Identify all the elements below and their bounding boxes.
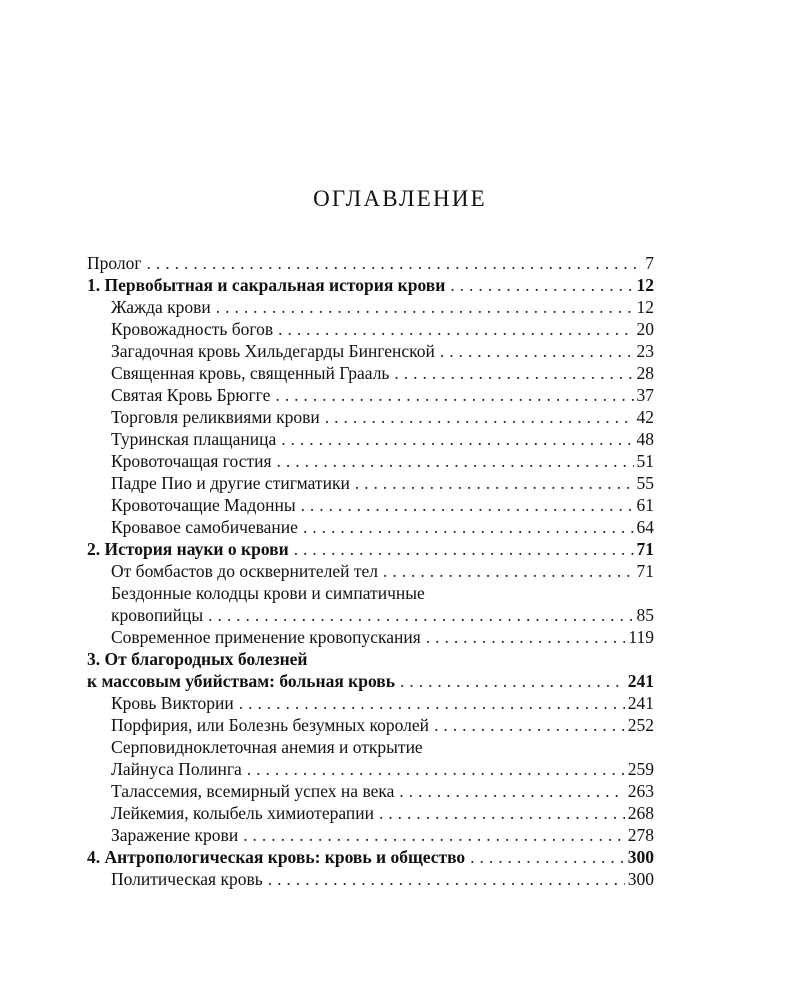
toc-page-number: 42: [636, 407, 654, 427]
dot-leader: [239, 692, 625, 714]
toc-entry-label: Кровавое самобичевание: [111, 517, 298, 537]
toc-section-entry: [87, 516, 654, 538]
dot-leader: [434, 714, 625, 736]
toc-section-entry: [87, 780, 654, 802]
toc-chapter-entry: [87, 648, 654, 670]
dot-leader: [277, 450, 634, 472]
toc-section-entry: [87, 802, 654, 824]
toc-page-number: 23: [636, 341, 654, 361]
dot-leader: [440, 340, 634, 362]
toc-page-number: 119: [628, 627, 654, 647]
dot-leader: [281, 428, 633, 450]
toc-entry-label: 2. История науки о крови: [87, 539, 289, 559]
toc-page-number: 48: [636, 429, 654, 449]
toc-section-entry: [87, 340, 654, 362]
toc-chapter-entry: [87, 846, 654, 868]
dot-leader: [400, 670, 625, 692]
dot-leader: [247, 758, 625, 780]
toc-section-entry: [87, 428, 654, 450]
toc-page-number: 12: [636, 297, 654, 317]
dot-leader: [268, 868, 625, 890]
toc-section-entry: [87, 450, 654, 472]
toc-page-number: 268: [627, 803, 654, 823]
dot-leader: [294, 538, 634, 560]
toc-page-number: 300: [627, 847, 654, 867]
toc-entry-label: Заражение крови: [111, 825, 239, 845]
toc-section-entry: [87, 736, 654, 758]
toc-page-number: 7: [645, 253, 654, 273]
dot-leader: [399, 780, 624, 802]
toc-entry-label: Кровожадность богов: [111, 319, 274, 339]
toc-entry-label: 1. Первобытная и сакральная история крови: [87, 275, 446, 295]
toc-entry-label: Бездонные колодцы крови и симпатичные: [111, 583, 425, 603]
dot-leader: [325, 406, 634, 428]
toc-section-entry: [87, 758, 654, 780]
toc-page-number: 51: [636, 451, 654, 471]
toc-entry-label: кровопийцы: [111, 605, 204, 625]
toc-entry-label: Загадочная кровь Хильдегарды Бингенской: [111, 341, 435, 361]
toc-entry-label: Жажда крови: [111, 297, 211, 317]
toc-page-number: 263: [627, 781, 654, 801]
toc-chapter-entry: [87, 252, 654, 274]
toc-section-entry: [87, 362, 654, 384]
toc-section-entry: [87, 714, 654, 736]
dot-leader: [394, 362, 633, 384]
toc-page-number: 252: [627, 715, 654, 735]
dot-leader: [275, 384, 633, 406]
toc-section-entry: [87, 692, 654, 714]
dot-leader: [278, 318, 633, 340]
toc-page-number: 300: [627, 869, 654, 889]
dot-leader: [426, 626, 626, 648]
toc-entry-label: Кровь Виктории: [111, 693, 234, 713]
toc-entry-label: Порфирия, или Болезнь безумных королей: [111, 715, 430, 735]
dot-leader: [450, 274, 633, 296]
toc-chapter-entry: [87, 274, 654, 296]
toc-section-entry: [87, 824, 654, 846]
toc-section-entry: [87, 318, 654, 340]
dot-leader: [243, 824, 625, 846]
toc-section-entry: [87, 472, 654, 494]
toc-entry-label: Пролог: [87, 253, 142, 273]
toc-entry-label: Торговля реликвиями крови: [111, 407, 320, 427]
toc-page-number: 259: [627, 759, 654, 779]
toc-entry-label: Туринская плащаница: [111, 429, 277, 449]
toc-entry-label: Политическая кровь: [111, 869, 263, 889]
dot-leader: [355, 472, 634, 494]
toc-page-number: 71: [636, 561, 654, 581]
dot-leader: [301, 494, 634, 516]
dot-leader: [216, 296, 634, 318]
toc-page-number: 71: [636, 539, 654, 559]
toc-entry-label: Святая Кровь Брюгге: [111, 385, 271, 405]
toc-entry-label: Современное применение кровопускания: [111, 627, 421, 647]
toc-entry-label: Кровоточащая гостия: [111, 451, 272, 471]
toc-section-entry: [87, 868, 654, 890]
toc-page-number: 55: [636, 473, 654, 493]
toc-entry-label: к массовым убийствам: больная кровь: [87, 671, 396, 691]
toc-section-entry: [87, 626, 654, 648]
toc-section-entry: [87, 296, 654, 318]
toc-page-number: 28: [636, 363, 654, 383]
dot-leader: [379, 802, 625, 824]
toc-section-entry: [87, 406, 654, 428]
toc-page-number: 64: [636, 517, 654, 537]
toc-chapter-entry: [87, 538, 654, 560]
toc-entry-label: Лайнуса Полинга: [111, 759, 242, 779]
dot-leader: [208, 604, 633, 626]
toc-page-number: 278: [627, 825, 654, 845]
toc-entry-label: 3. От благородных болезней: [87, 649, 308, 669]
toc-page-number: 37: [636, 385, 654, 405]
table-of-contents: [87, 252, 654, 890]
toc-chapter-entry: [87, 670, 654, 692]
toc-entry-label: Лейкемия, колыбель химиотерапии: [111, 803, 374, 823]
toc-entry-label: От бомбастов до осквернителей тел: [111, 561, 378, 581]
toc-page-number: 85: [636, 605, 654, 625]
toc-entry-label: Талассемия, всемирный успех на века: [111, 781, 395, 801]
toc-section-entry: [87, 560, 654, 582]
dot-leader: [383, 560, 634, 582]
toc-entry-label: Кровоточащие Мадонны: [111, 495, 296, 515]
toc-section-entry: [87, 494, 654, 516]
toc-page-number: 20: [636, 319, 654, 339]
toc-entry-label: Падре Пио и другие стигматики: [111, 473, 350, 493]
page-title: ОГЛАВЛЕНИЕ: [313, 186, 487, 211]
dot-leader: [303, 516, 634, 538]
toc-section-entry: [87, 384, 654, 406]
toc-page-number: 241: [627, 693, 654, 713]
toc-entry-label: Священная кровь, священный Грааль: [111, 363, 390, 383]
toc-page-number: 241: [627, 671, 654, 691]
dot-leader: [470, 846, 625, 868]
toc-page-number: 61: [636, 495, 654, 515]
toc-section-entry: [87, 604, 654, 626]
toc-entry-label: Серповидноклеточная анемия и открытие: [111, 737, 423, 757]
toc-entry-label: 4. Антропологическая кровь: кровь и общество: [87, 847, 466, 867]
toc-section-entry: [87, 582, 654, 604]
toc-page-number: 12: [636, 275, 654, 295]
dot-leader: [147, 252, 643, 274]
